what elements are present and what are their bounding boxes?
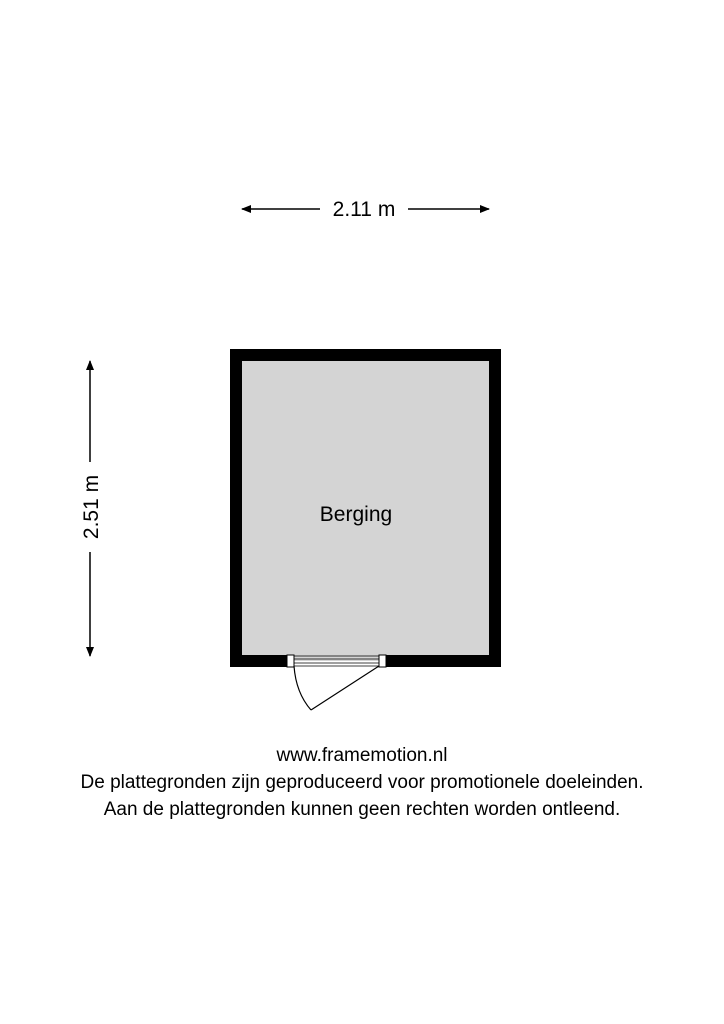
width-dimension-label: 2.11 m bbox=[332, 198, 396, 221]
wall-right bbox=[489, 349, 501, 667]
wall-top bbox=[230, 349, 501, 361]
depth-dimension-label: 2.51 m bbox=[80, 474, 103, 540]
door-leaf bbox=[311, 666, 379, 710]
footer-disclaimer-line-2: Aan de plattegronden kunnen geen rechten worden ontleend. bbox=[103, 799, 621, 820]
wall-bottom-right bbox=[386, 655, 501, 667]
footer-disclaimer-line-1: De plattegronden zijn geproduceerd voor promotionele doeleinden. bbox=[80, 772, 644, 793]
depth-dimension bbox=[80, 361, 103, 656]
door-frame-right bbox=[379, 655, 386, 667]
footer-url: www.framemotion.nl bbox=[276, 745, 448, 766]
width-dimension bbox=[242, 198, 489, 221]
wall-bottom-left bbox=[230, 655, 287, 667]
room-label: Berging bbox=[319, 503, 393, 526]
door bbox=[287, 655, 386, 710]
room-berging bbox=[230, 349, 501, 710]
door-swing-arc bbox=[294, 666, 311, 710]
door-frame-left bbox=[287, 655, 294, 667]
wall-left bbox=[230, 349, 242, 667]
